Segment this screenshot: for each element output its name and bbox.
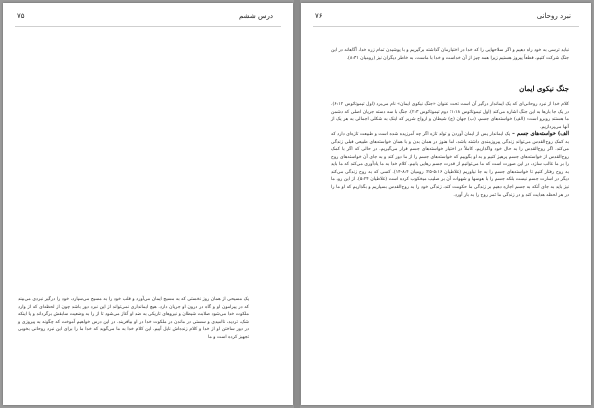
intro-paragraph [331, 47, 569, 62]
subheading-flesh: الف) خواسته‌های جسم – [510, 131, 569, 138]
intro-text: نباید ترسی به خود راه دهیم و اگر سلاحهایی را که خدا در اختیارمان گذاشته برگیریم و با پوشیدن تمام زره خدا، آگاهانه در این جنگ شرکت کنیم، قطعاً پیروز هستیم زیرا همه چیز از آن خداست و خدا با ماست، به خاطر دیگران نیز (رومیان ۸:۳۱). [331, 48, 569, 61]
right-page [301, 3, 591, 405]
header-rule [15, 26, 281, 27]
page-number: ۷۶ [315, 12, 323, 20]
left-page [3, 3, 293, 405]
running-head: درس ششم [238, 12, 273, 20]
body-text-2 [331, 131, 569, 199]
body-text-3: یک ایماندار پس از ایمان آوردن و تولد تازه اگر چه آمرزیده شده است و طبیعت تازه‌ای دارد که به کمک روح‌القدس می‌تواند زندگی پیروزمندی داشته باشد، اما هنوز در همان بدن و با همان خواسته‌های طبیعی قبلی زندگی می‌کند. اگر روح‌القدس را به حال خود واگذاریم، کاملاً در اختیار خواسته‌های جسم قرار می‌گیریم. در حالی که اگر با کمک روح‌القدس از خواسته‌های جسم پرهیز کنیم و به او بگوییم که خواسته‌های جسم را از ما دور کند و به جای آن خواسته‌های روح را بر ما غالب سازد، در این صورت است که ما می‌توانیم از قدرت جسم رهایی یابیم. کلام خدا به ما یادآوری می‌کند که ما باید به روح رفتار کنیم تا خواسته‌های جسم را به جا نیاوریم (غلاطیان ۵:۱۶-۲۵؛ رومیان ۸:۴-۱۴). کسی که به روح زندگی می‌کند دیگر در اسارت جسم نیست بلکه جسم را با هوسها و شهوات آن بر صلیب میخکوب کرده است (غلاطیان ۵:۲۴). از این رو، ما نیز باید به جای آنکه به جسم اجازه دهیم بر زندگی ما حکومت کند، زندگی خود را به روح‌القدس بسپاریم و بگذاریم که او ما را در هر لحظه هدایت کند و در زندگی ما ثمر روح را به بار آورد. [331, 132, 570, 198]
body-text-1: کلام خدا از نبرد روحانی‌ای که یک ایماندار درگیر آن است تحت عنوان «جنگ نیکوی ایمان» نام می‌برد (اول تیموتائوس ۶:۱۲). در یک جا بارها به این جنگ اشاره می‌کند (اول تیموتائوس ۱:۱۸؛ دوم تیموتائوس ۲:۳). جنگ با سه دسته جریان اصلی که دشمن ما هستند روبرو است: (الف) خواسته‌های جسم، (ب) جهان (ج) شیطان و ارواح شریر که اینک به شکلی اجمالی به هر یک از آنها می‌پردازیم. [331, 102, 569, 130]
body-paragraph [18, 296, 249, 341]
running-head: نبرد روحانی [536, 12, 571, 20]
body-paragraph [331, 101, 569, 199]
book-gutter [294, 0, 300, 408]
body-text: یک مسیحی از همان روز نخستی که به مسیح ایمان می‌آورد و قلب خود را به مسیح می‌سپارد، خود را درگیر نبردی می‌بیند که در پیرامون او و گاه در درون او جریان دارد. هیچ ایمانداری نمی‌تواند از این نبرد دور باشد چون از لحظه‌ای که از وارد ملکوت خدا می‌شود صلابت شیطان و نیروهای تاریکی به ضد او آغاز می‌شود تا از را به وضعیت سابقش برگرداند و یا اینکه شک، تردید، ناامیدی و سستی در ماندن در ملکوت خدا در او بیافریند. در این درس خواهیم آموخت که چگونه به پیروزی و در دور ساختن او از خدا و کلام زنده‌اش نایل آییم. این کلام خدا به ما می‌گوید که خدا ما را برای این نبرد روحانی بخوبی تجهیز کرده است و ما [18, 297, 249, 340]
section-heading: جنگ نیکوی ایمان [519, 84, 569, 93]
page-number: ۷۵ [17, 12, 25, 20]
header-rule [313, 26, 579, 27]
